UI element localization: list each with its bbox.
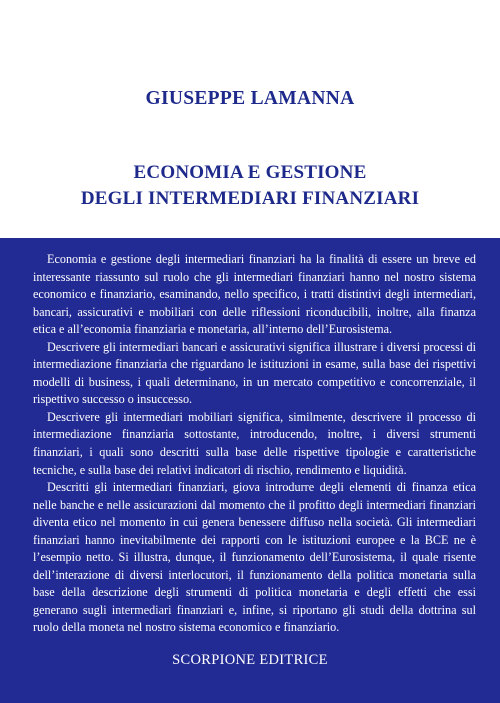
blurb-text (33, 251, 476, 637)
blurb-paragraph-3: Descrivere gli intermediari mobiliari significa, similmente, descrivere il processo di intermediazione finanziaria sottostante, introducendo, inoltre, i diversi strumenti finanziari, i quali sono descritti sulla base delle rispettive tipologie e caratteristiche tecniche, e sulla base dei relativi indicatori di rischio, rendimento e liquidità. (33, 409, 476, 477)
blurb-paragraph-4: Descritti gli intermediari finanziari, giova introdurre degli elementi di finanza etica nelle banche e nelle assicurazioni dal momento che il profitto degli intermediari finanziari diventa etico nel momento in cui genera benessere diffuso nella società. Gli intermediari finanziari hanno inevitabilmente dei rapporti con le istituzioni europee e la BCE ne è l’esempio netto. Si illustra, dunque, il funzionamento dell’Eurosistema, il quale risente dell’interazione di diversi interlocutori, il funzionamento della politica monetaria sulla base della descrizione degli strumenti di politica monetaria e degli effetti che essi generano sugli intermediari finanziari e, infine, si riportano gli studi della dottrina sul ruolo della moneta nel nostro sistema economico e finanziario. (33, 480, 476, 635)
cover-top (0, 0, 500, 238)
blurb-paragraph-1: Economia e gestione degli intermediari finanziari ha la finalità di essere un breve ed interessante riassunto sul ruolo che gli intermediari finanziari hanno nel nostro sistema economico e finanziario, esaminando, nello specifico, i tratti distintivi degli intermediari, bancari, assicurativi e mobiliari con delle riflessioni riconducibili, inoltre, alla finanza etica e all’economia finanziaria e monetaria, all’interno dell’Eurosistema. (33, 252, 476, 337)
book-title-line-1: ECONOMIA E GESTIONE (133, 162, 367, 183)
blurb-panel (0, 238, 500, 703)
author-name: GIUSEPPE LAMANNA (145, 88, 355, 109)
blurb-paragraph-2: Descrivere gli intermediari bancari e assicurativi significa illustrare i diversi processi di intermediazione finanziaria che riguardano le istituzioni in esame, sulla base dei rispettivi modelli di business, i quali determinano, in un mercato competitivo e concorrenziale, il rispettivo successo o insuccesso. (33, 339, 476, 407)
book-title-line-2: DEGLI INTERMEDIARI FINANZIARI (80, 188, 420, 209)
publisher-name: SCORPIONE EDITRICE (172, 652, 328, 668)
book-title (0, 160, 500, 212)
